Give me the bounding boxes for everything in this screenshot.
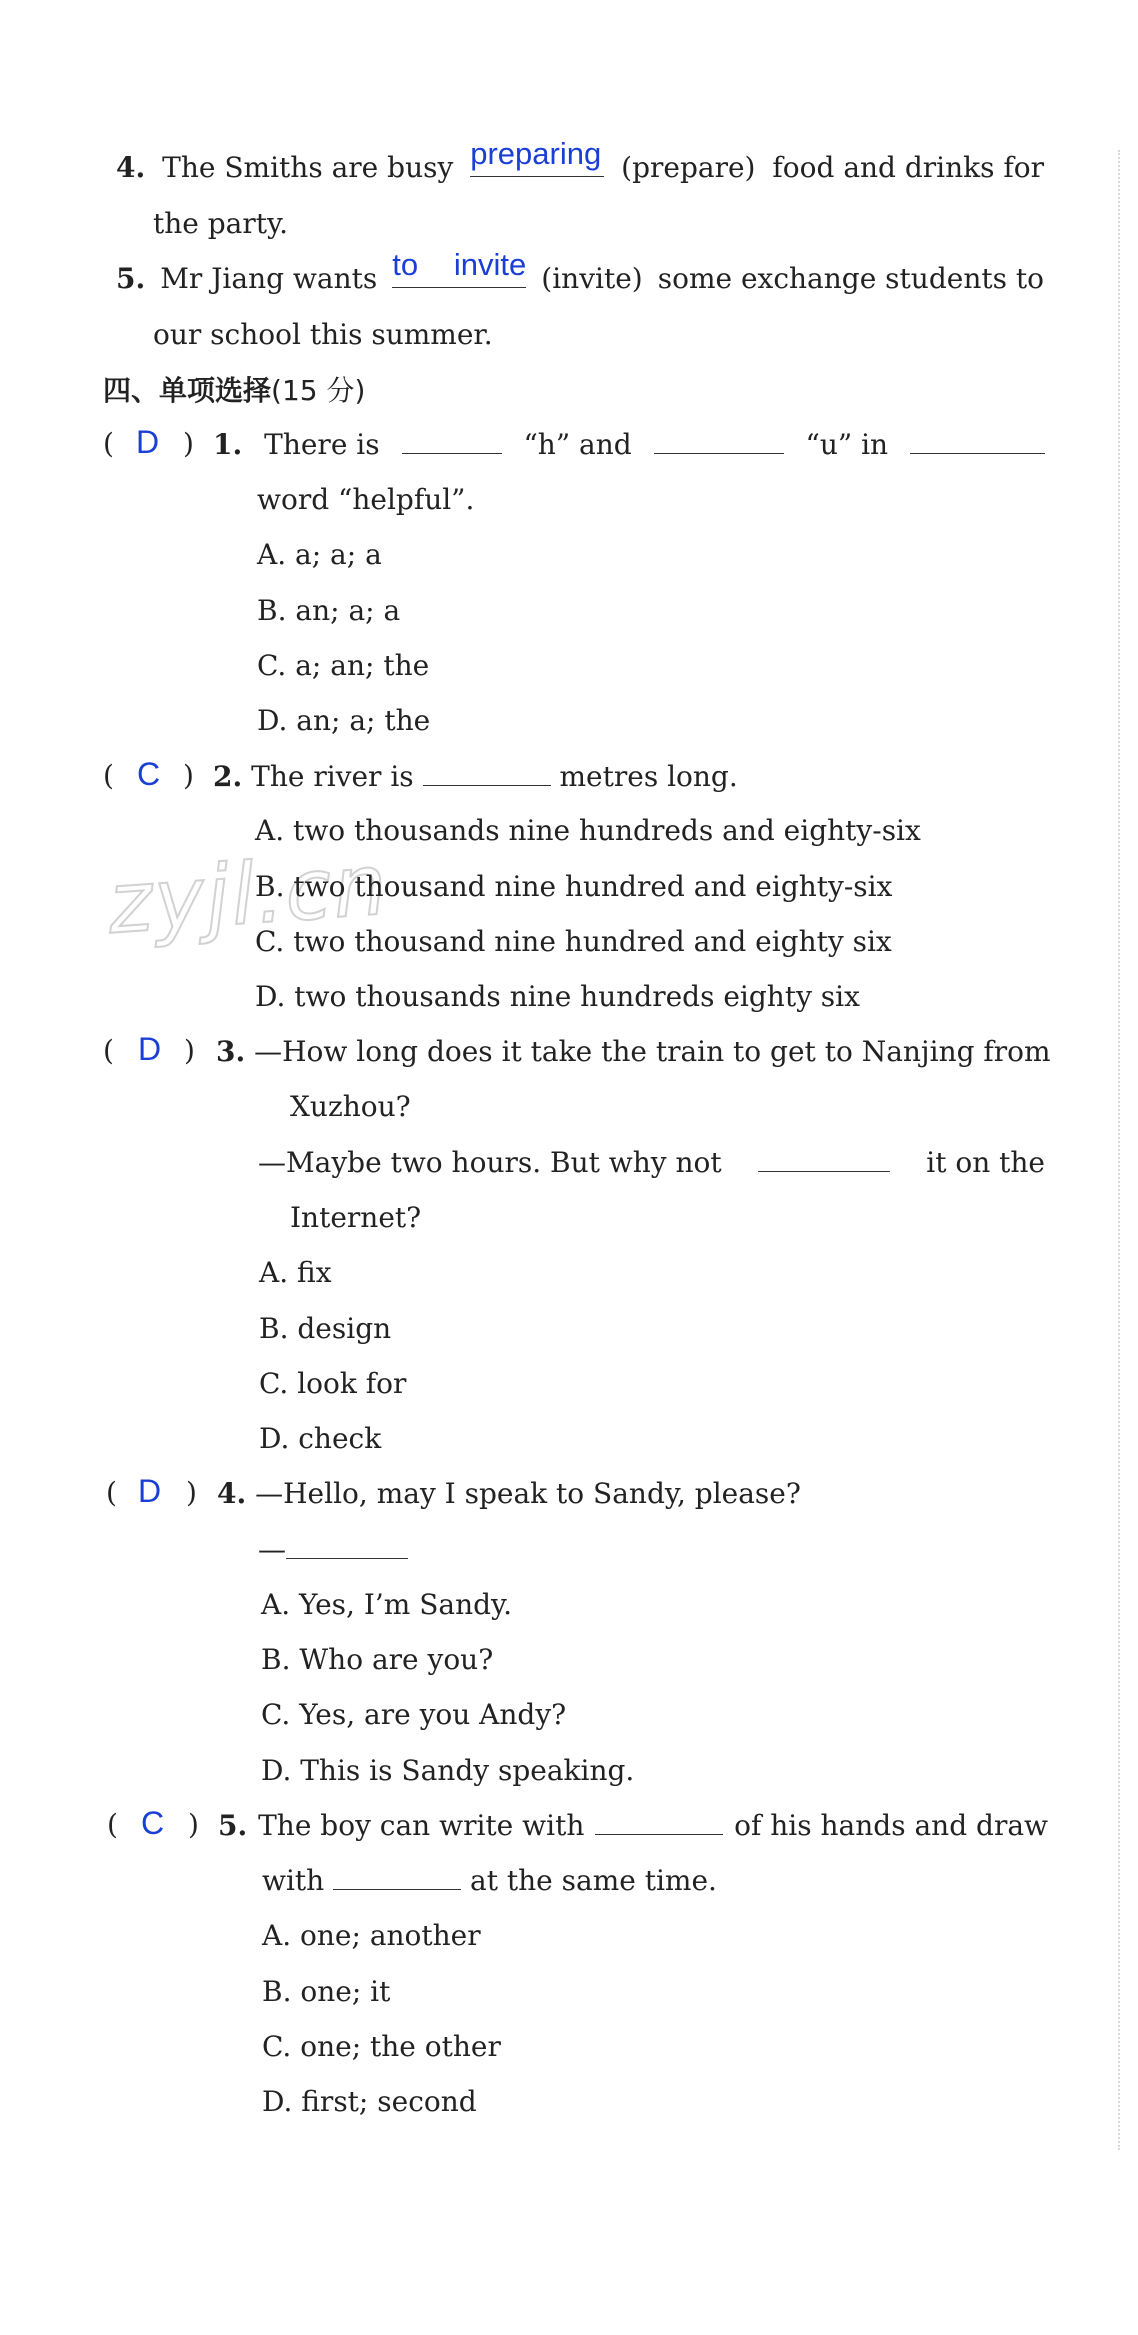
question-text: metres long. (559, 760, 738, 793)
question-number: 4. (217, 1477, 247, 1510)
question-text: at the same time. (470, 1864, 717, 1897)
watermark: zyjl.cn (104, 835, 392, 953)
question-4-line1 (217, 1476, 801, 1512)
dialog-line: —Hello, may I speak to Sandy, please? (255, 1477, 801, 1510)
handwritten-choice: C (141, 1805, 165, 1841)
option-a: A. two thousands nine hundreds and eighty-six (255, 814, 921, 847)
option-d: D. first; second (262, 2085, 477, 2118)
dialog-line: —Maybe two hours. But why not (258, 1146, 722, 1179)
question-4-line2 (258, 1532, 408, 1568)
dialog-line: it on the (926, 1146, 1046, 1179)
dialog-line-cont: Internet? (290, 1201, 422, 1234)
question-number: 3. (216, 1035, 246, 1068)
option-d: D. check (259, 1422, 382, 1455)
fill-item-number: 5. (116, 262, 146, 295)
answer-blank (423, 761, 551, 786)
fill-item-4-line1 (116, 136, 1045, 186)
fill-answer-blank (470, 136, 604, 177)
question-text: “u” in (805, 428, 889, 461)
section-title: 四、单项选择 (103, 374, 272, 407)
option-b: B. design (259, 1312, 392, 1345)
question-number: 2. (213, 760, 243, 793)
answer-blank (595, 1810, 723, 1835)
handwritten-choice: D (136, 424, 160, 460)
dialog-dash: — (258, 1533, 286, 1566)
option-c: C. a; an; the (257, 649, 430, 682)
option-b: B. Who are you? (261, 1643, 494, 1676)
answer-paren-close: ) (186, 1476, 197, 1509)
fill-item-4-line2: the party. (153, 207, 289, 240)
handwritten-choice: D (138, 1031, 162, 1067)
option-d: D. an; a; the (257, 704, 431, 737)
fill-item-5-line1 (116, 247, 1044, 297)
fill-item-text: The Smiths are busy (162, 151, 454, 184)
answer-blank (333, 1865, 461, 1890)
question-3-line1 (216, 1034, 1051, 1070)
answer-paren-open: ( (103, 759, 114, 792)
fill-item-text: food and drinks for (772, 151, 1045, 184)
answer-paren-open: ( (107, 1808, 118, 1841)
question-5-line1 (218, 1808, 1048, 1844)
fill-item-5-line2: our school this summer. (153, 318, 493, 351)
answer-blank (402, 429, 502, 454)
fill-item-hint: (invite) (541, 262, 643, 295)
option-b: B. an; a; a (257, 594, 401, 627)
option-c: C. Yes, are you Andy? (261, 1698, 567, 1731)
option-a: A. one; another (262, 1919, 481, 1952)
answer-blank (654, 429, 784, 454)
section-heading (103, 373, 365, 409)
question-2-line1 (213, 759, 738, 795)
option-c: C. two thousand nine hundred and eighty six (255, 925, 892, 958)
answer-blank (758, 1147, 890, 1172)
fill-item-text: some exchange students to (657, 262, 1044, 295)
option-a: A. a; a; a (257, 538, 382, 571)
answer-paren-close: ) (184, 1034, 195, 1067)
handwritten-answer: to invite (392, 247, 527, 282)
handwritten-answer: preparing (470, 136, 602, 171)
option-c: C. look for (259, 1367, 407, 1400)
question-text: “h” and (523, 428, 632, 461)
dialog-line-cont: Xuzhou? (290, 1090, 411, 1123)
section-points: (15 分) (271, 374, 366, 407)
option-d: D. two thousands nine hundreds eighty six (255, 980, 860, 1013)
answer-blank (910, 429, 1045, 454)
handwritten-choice: C (137, 756, 161, 792)
question-number: 5. (218, 1809, 248, 1842)
handwritten-choice: D (138, 1473, 162, 1509)
option-b: B. two thousand nine hundred and eighty-six (255, 870, 893, 903)
question-number: 1. (213, 428, 243, 461)
answer-paren-close: ) (188, 1808, 199, 1841)
fill-item-hint: (prepare) (621, 151, 756, 184)
question-text: The boy can write with (258, 1809, 585, 1842)
fill-answer-blank (392, 247, 527, 288)
question-text: There is (264, 428, 380, 461)
answer-paren-close: ) (183, 427, 194, 460)
question-text: with (262, 1864, 325, 1897)
question-text: The river is (251, 760, 414, 793)
answer-paren-open: ( (106, 1476, 117, 1509)
fill-item-text: Mr Jiang wants (160, 262, 378, 295)
question-3-line3 (258, 1145, 1045, 1181)
page-edge-divider (1118, 150, 1120, 2150)
option-c: C. one; the other (262, 2030, 501, 2063)
question-1-line1 (213, 427, 1045, 463)
answer-paren-close: ) (183, 759, 194, 792)
fill-item-number: 4. (116, 151, 146, 184)
answer-blank (286, 1534, 408, 1559)
question-1-line2: word “helpful”. (257, 483, 475, 516)
question-5-line2 (262, 1863, 717, 1899)
dialog-line: —How long does it take the train to get to Nanjing from (254, 1035, 1051, 1068)
option-a: A. Yes, I’m Sandy. (261, 1588, 513, 1621)
answer-paren-open: ( (103, 1034, 114, 1067)
question-text: of his hands and draw (734, 1809, 1048, 1842)
option-b: B. one; it (262, 1975, 391, 2008)
option-d: D. This is Sandy speaking. (261, 1754, 635, 1787)
option-a: A. fix (259, 1256, 332, 1289)
answer-paren-open: ( (103, 427, 114, 460)
